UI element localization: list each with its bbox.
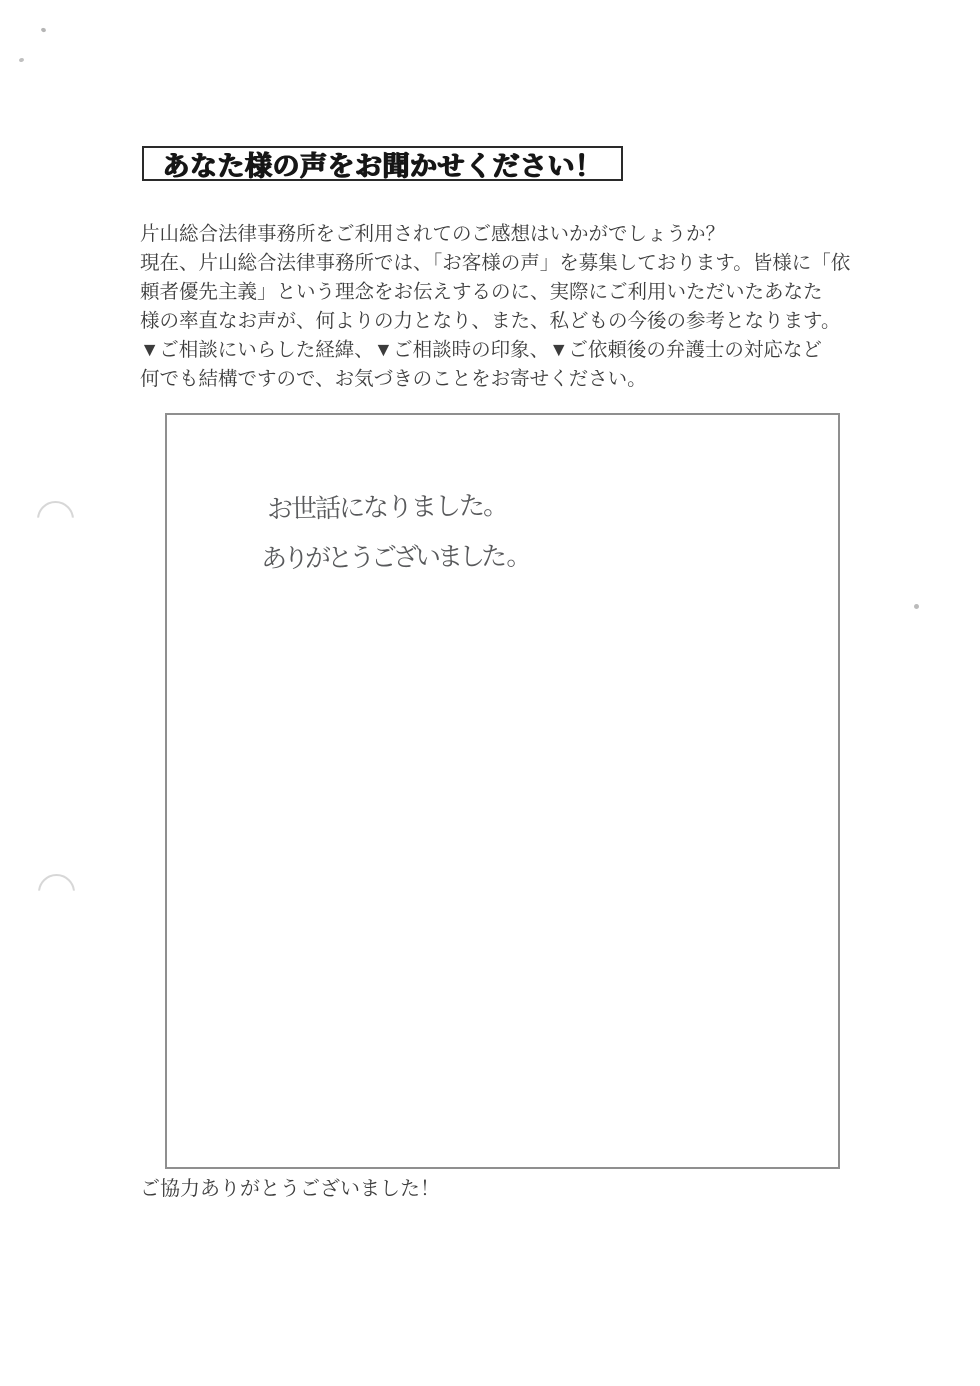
intro-paragraph bbox=[140, 220, 870, 394]
intro-line-2: 現在、片山総合法律事務所では、「お客様の声」を募集しております。皆様に「依 bbox=[140, 252, 851, 274]
form-title-banner bbox=[142, 146, 623, 181]
handwritten-comment-line-2: ありがとうございました 。 bbox=[260, 540, 529, 574]
scan-dust-speck bbox=[40, 27, 46, 33]
punch-hole-mark bbox=[38, 874, 75, 911]
punch-hole-mark bbox=[37, 501, 74, 538]
intro-line-5: ▼ご相談にいらした経緯、▼ご相談時の印象、▼ご依頼後の弁護士の対応など bbox=[140, 339, 822, 361]
scan-dust-speck bbox=[19, 57, 25, 62]
intro-line-1: 片山総合法律事務所をご利用されてのご感想はいかがでしょうか？ bbox=[140, 223, 726, 245]
intro-line-6: 何でも結構ですので、お気づきのことをお寄せください。 bbox=[140, 368, 647, 390]
scan-dust-speck bbox=[914, 604, 919, 609]
intro-line-4: 様の率直なお声が、何よりの力となり、また、私どもの今後の参考となります。 bbox=[140, 310, 841, 332]
intro-line-3: 頼者優先主義」という理念をお伝えするのに、実際にご利用いただいたあなた bbox=[140, 281, 823, 303]
comment-area-box bbox=[165, 413, 840, 1169]
handwritten-comment-line-1: お世話になりました。 bbox=[266, 489, 508, 525]
form-title: あなた様の声をお聞かせください！ bbox=[162, 150, 603, 182]
footer-thanks: ご協力ありがとうございました！ bbox=[140, 1178, 440, 1200]
